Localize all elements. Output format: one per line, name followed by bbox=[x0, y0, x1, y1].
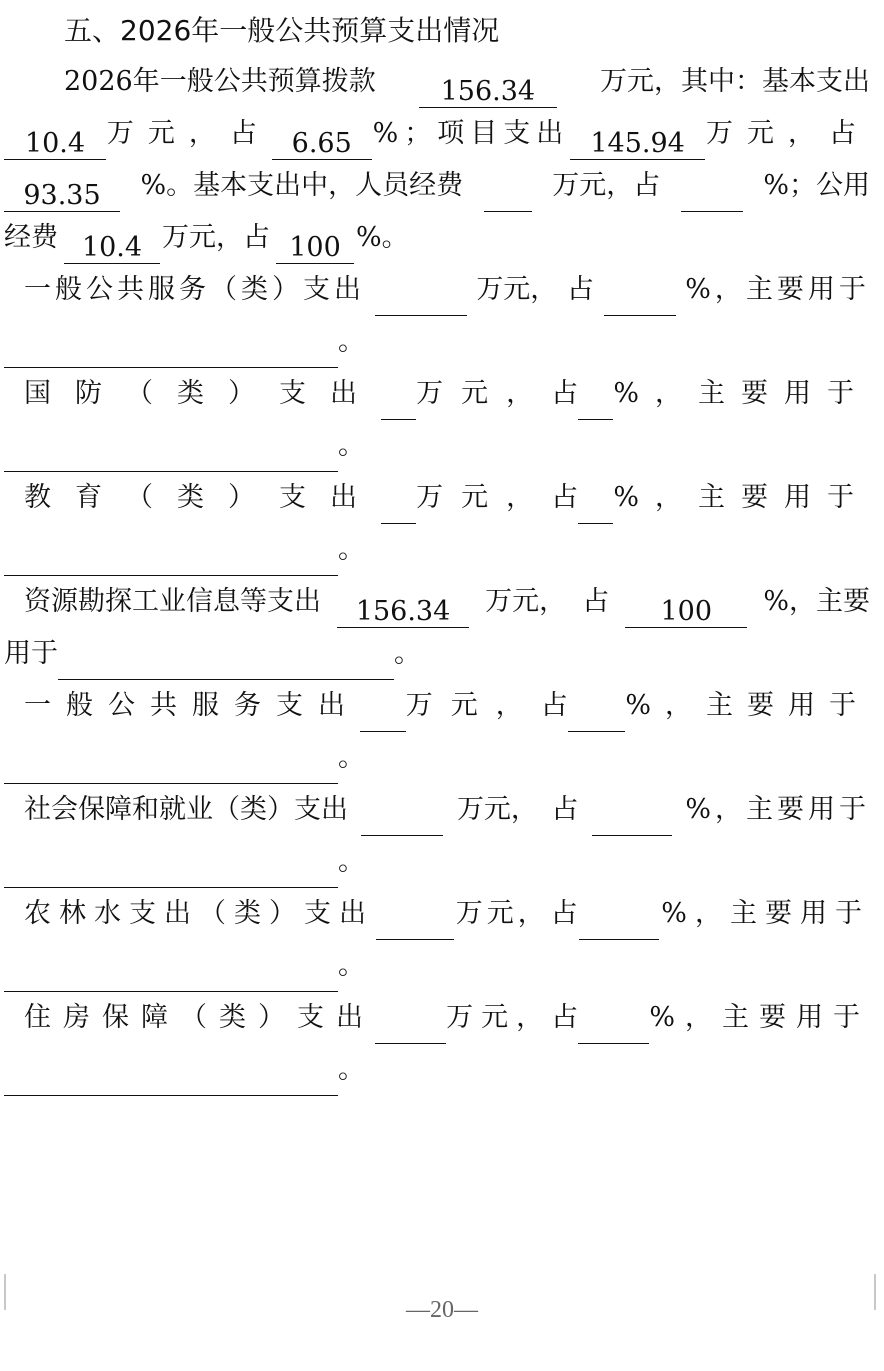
category-wanyuan: 万元， bbox=[416, 482, 552, 513]
category-use bbox=[4, 857, 338, 888]
category-label: 农林水支出（类）支出 bbox=[24, 898, 374, 929]
project-expenditure-value: 145.94 bbox=[570, 129, 705, 160]
public-funds-tail: %；公用 bbox=[763, 170, 870, 201]
basic-pct-value: 6.65 bbox=[272, 129, 372, 160]
section-heading: 五、2026年一般公共预算支出情况 bbox=[64, 14, 500, 47]
project-zhan-label: 万元，占 bbox=[705, 118, 870, 149]
category-zhan: 占 bbox=[550, 898, 578, 929]
personnel-value bbox=[484, 181, 532, 212]
category-main-use: %，主要用于 bbox=[685, 794, 870, 825]
category-label: 一般公共服务支出 bbox=[24, 690, 360, 721]
category-zhan: 占 bbox=[582, 586, 610, 617]
category-use-line bbox=[4, 1052, 884, 1104]
basic-expenditure-value: 10.4 bbox=[4, 129, 106, 160]
category-amount bbox=[375, 285, 467, 316]
public-funds-zhan-label: 万元，占 bbox=[162, 222, 270, 253]
public-funds-label: 经费 bbox=[4, 222, 58, 253]
personnel-label: %。基本支出中，人员经费 bbox=[140, 170, 464, 201]
page-number: —20— bbox=[406, 1297, 478, 1323]
category-main-use: %，主要用于 bbox=[613, 378, 870, 409]
category-wanyuan: 万元， bbox=[485, 586, 567, 617]
summary-basic-label: 万元，其中：基本支出 bbox=[600, 66, 870, 97]
category-period: 。 bbox=[338, 1054, 365, 1085]
category-amount: 156.34 bbox=[337, 597, 469, 628]
category-use bbox=[4, 1065, 338, 1096]
summary-lead: 2026年一般公共预算拨款 bbox=[64, 66, 376, 97]
category-wanyuan: 万元， bbox=[455, 898, 549, 929]
category-zhan: 占 bbox=[551, 1002, 579, 1033]
category-wanyuan: 万元， bbox=[416, 378, 552, 409]
total-appropriation-value: 156.34 bbox=[419, 77, 557, 108]
category-use bbox=[4, 961, 338, 992]
category-main-use: %，主要用于 bbox=[661, 898, 870, 929]
category-pct bbox=[578, 493, 613, 524]
category-amount bbox=[361, 805, 443, 836]
category-period: 。 bbox=[394, 638, 421, 669]
category-period: 。 bbox=[338, 742, 365, 773]
public-funds-end: %。 bbox=[356, 222, 409, 253]
category-pct bbox=[578, 389, 613, 420]
category-label: 一般公共服务（类）支出 bbox=[24, 274, 365, 305]
category-zhan: 占 bbox=[551, 378, 579, 409]
category-label: 资源勘探工业信息等支出 bbox=[24, 586, 321, 617]
category-zhan: 占 bbox=[540, 690, 568, 721]
category-period: 。 bbox=[338, 326, 365, 357]
category-period: 。 bbox=[338, 534, 365, 565]
category-pct: 100 bbox=[625, 597, 747, 628]
category-main-use: %，主要用于 bbox=[685, 274, 870, 305]
category-main-use: %，主要 bbox=[763, 586, 870, 617]
category-main-use: %，主要用于 bbox=[613, 482, 870, 513]
category-use bbox=[58, 649, 394, 680]
category-wanyuan: 万元， bbox=[446, 1002, 552, 1033]
category-use-label: 用于 bbox=[4, 638, 58, 669]
category-pct bbox=[604, 285, 676, 316]
personnel-pct-value bbox=[681, 181, 743, 212]
category-main-use: %，主要用于 bbox=[649, 1002, 870, 1033]
category-wanyuan: 万元， bbox=[405, 690, 541, 721]
category-use bbox=[4, 337, 338, 368]
personnel-zhan-label: 万元，占 bbox=[552, 170, 661, 201]
project-pct-value: 93.35 bbox=[4, 181, 120, 212]
category-amount bbox=[381, 493, 416, 524]
category-amount bbox=[376, 909, 454, 940]
public-funds-value: 10.4 bbox=[64, 233, 160, 264]
category-label: 住房保障（类）支出 bbox=[24, 1002, 375, 1033]
project-label: %；项目支出 bbox=[372, 118, 570, 149]
category-period: 。 bbox=[338, 950, 365, 981]
basic-zhan-label: 万元，占 bbox=[106, 118, 271, 149]
category-pct bbox=[579, 909, 659, 940]
category-use bbox=[4, 545, 338, 576]
category-label: 国防（类）支出 bbox=[24, 378, 381, 409]
category-zhan: 占 bbox=[566, 274, 594, 305]
category-pct bbox=[592, 805, 672, 836]
category-label: 社会保障和就业（类）支出 bbox=[24, 794, 348, 825]
category-use bbox=[4, 441, 338, 472]
category-amount bbox=[360, 701, 406, 732]
category-period: 。 bbox=[338, 846, 365, 877]
category-use bbox=[4, 753, 338, 784]
category-amount bbox=[381, 389, 416, 420]
category-amount bbox=[375, 1013, 446, 1044]
category-zhan: 占 bbox=[551, 794, 579, 825]
category-period: 。 bbox=[338, 430, 365, 461]
category-pct bbox=[568, 701, 626, 732]
public-funds-pct-value: 100 bbox=[276, 233, 354, 264]
category-pct bbox=[578, 1013, 649, 1044]
category-label: 教育（类）支出 bbox=[24, 482, 381, 513]
category-wanyuan: 万元， bbox=[476, 274, 558, 305]
category-main-use: %，主要用于 bbox=[625, 690, 870, 721]
category-wanyuan: 万元， bbox=[456, 794, 538, 825]
category-zhan: 占 bbox=[551, 482, 579, 513]
